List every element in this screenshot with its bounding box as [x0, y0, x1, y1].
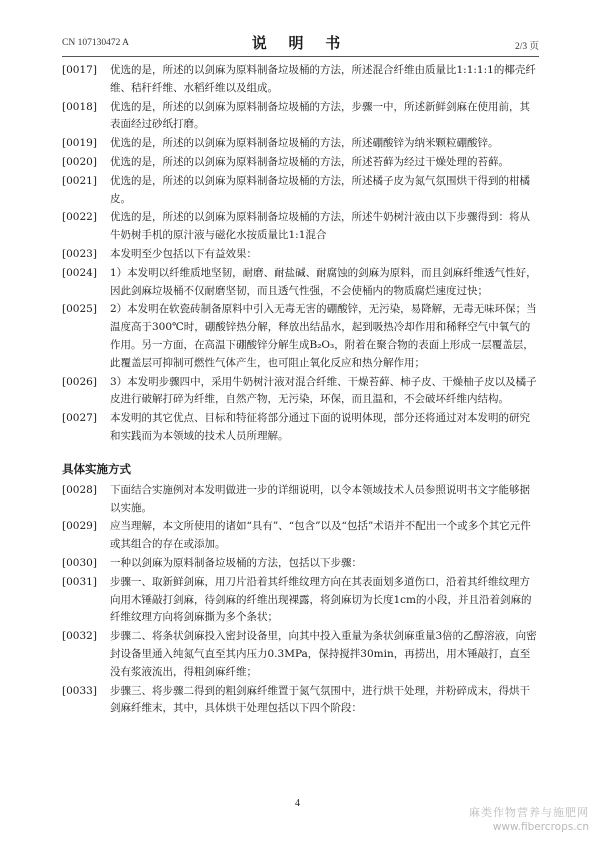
watermark-url: www.fibercrops.cn — [492, 821, 589, 833]
paragraph-text: 本发明至少包括以下有益效果： — [110, 247, 257, 260]
paragraph-list-embodiment — [62, 482, 537, 718]
document-title: 说 明 书 — [251, 36, 350, 52]
paragraph-number: [0017] — [62, 64, 97, 76]
paragraph-number: [0023] — [62, 247, 97, 260]
paragraph-text: 3）本发明步骤四中，采用牛奶树汁液对混合纤维、干燥苔藓、柿子皮、干燥柚子皮以及橘子皮进行破解打碎为纤维，自然产物，无污染，环保，而且温和，不会破坏纤维内结构。 — [110, 375, 537, 406]
paragraph — [62, 173, 537, 209]
paragraph-number: [0030] — [62, 556, 97, 569]
paragraph-text: 优选的是，所述的以剑麻为原料制备垃圾桶的方法，所述混合纤维由质量比1:1:1:1的椰壳纤维、秸秆纤维、水稻纤维以及组成。 — [110, 64, 536, 94]
paragraph — [62, 99, 537, 135]
paragraph — [62, 482, 537, 518]
site-watermark — [469, 806, 589, 834]
paragraph-number: [0026] — [62, 375, 97, 388]
paragraph-number: [0031] — [62, 575, 97, 588]
paragraph — [62, 301, 537, 372]
section-heading: 具体实施方式 — [62, 461, 131, 476]
paragraph — [62, 62, 537, 98]
paragraph-number: [0019] — [62, 137, 97, 150]
paragraph-number: [0022] — [62, 211, 97, 224]
paragraph — [62, 683, 537, 719]
paragraph-text: 步骤一、取新鲜剑麻，用刀片沿着其纤维纹理方向在其表面划多道伤口，沿着其纤维纹理方向用木锤敲打剑麻，待剑麻的纤维出现裸露，将剑麻切为长度1cm的小段，并且沿着剑麻的纤维纹理方向将剑麻撕为多个条状； — [110, 575, 532, 624]
paragraph-text: 步骤三、将步骤二得到的粗剑麻纤维置于氮气氛围中，进行烘干处理，并粉碎成末，得烘干剑麻纤维末，其中，具体烘干处理包括以下四个阶段： — [110, 684, 530, 715]
paragraph-number: [0024] — [62, 266, 97, 279]
paragraph — [62, 518, 537, 554]
paragraph-text: 应当理解，本文所使用的诸如“具有”、“包含”以及“包括”术语并不配出一个或多个其它元件或其组合的存在或添加。 — [110, 520, 531, 551]
paragraph-number: [0020] — [62, 155, 97, 168]
paragraph-text: 2）本发明在软瓷砖制备原料中引入无毒无害的硼酸锌，无污染，易降解，无毒无味环保；当温度高于300℃时，硼酸锌热分解，释放出结晶水，起到吸热冷却作用和稀释空气中氧气的作用。另一方面，在高温下硼酸锌分解生成B₂O₃，附着在聚合物的表面上形成一层覆盖层，此覆盖层可抑制可燃性气体产生，也可阻止氧化反应和热分解作用； — [110, 303, 537, 369]
paragraph-text: 本发明的其它优点、目标和特征将部分通过下面的说明体现，部分还将通过对本发明的研究和实践而为本领域的技术人员所理解。 — [110, 412, 530, 442]
paragraph — [62, 265, 537, 301]
paragraph — [62, 246, 537, 264]
paragraph-text: 一种以剑麻为原料制备垃圾桶的方法，包括以下步骤： — [110, 556, 362, 569]
page-number: 4 — [295, 798, 300, 809]
paragraph — [62, 374, 537, 410]
paragraph-number: [0025] — [62, 303, 97, 316]
paragraph-number: [0032] — [62, 630, 97, 643]
document-number: CN 107130472 A — [62, 38, 130, 48]
paragraph-number: [0029] — [62, 520, 97, 533]
paragraph-text: 优选的是，所述的以剑麻为原料制备垃圾桶的方法，所述硼酸锌为纳米颗粒硼酸锌。 — [110, 137, 499, 150]
paragraph — [62, 574, 537, 627]
paragraph — [62, 209, 537, 245]
paragraph-text: 步骤二、将条状剑麻投入密封设备里，向其中投入重量为条状剑麻重量3倍的乙醇溶液，向密封设备里通入纯氮气直至其内压力0.3MPa，保持搅拌30min，再捞出，用木锤敲打，直至没有浆液流出，得粗剑麻纤维； — [110, 630, 537, 678]
paragraph-list-summary — [62, 62, 537, 446]
paragraph-text: 优选的是，所述的以剑麻为原料制备垃圾桶的方法，步骤一中，所述新鲜剑麻在使用前，其表面经过砂纸打磨。 — [110, 100, 530, 131]
paragraph — [62, 555, 537, 573]
paragraph-text: 下面结合实施例对本发明做进一步的详细说明，以令本领域技术人员参照说明书文字能够据以实施。 — [110, 483, 530, 514]
paragraph — [62, 628, 537, 681]
paragraph-text: 优选的是，所述的以剑麻为原料制备垃圾桶的方法，所述牛奶树汁液由以下步骤得到：将从牛奶树手机的原汁液与磁化水按质量比1:1混合 — [110, 211, 530, 242]
document-body — [62, 62, 537, 719]
paragraph-text: 优选的是，所述的以剑麻为原料制备垃圾桶的方法，所述苔藓为经过干燥处理的苔藓。 — [110, 155, 509, 168]
page-header — [62, 30, 539, 54]
paragraph-text: 1）本发明以纤维质地坚韧，耐磨、耐盐碱、耐腐蚀的剑麻为原料，而且剑麻纤维透气性好，因此剑麻垃圾桶不仅耐磨坚韧，而且透气性强，不会使桶内的物质腐烂速度过快； — [110, 266, 537, 297]
paragraph-number: [0027] — [62, 412, 97, 425]
paragraph-text: 优选的是，所述的以剑麻为原料制备垃圾桶的方法，所述橘子皮为氮气氛围烘干得到的柑橘皮。 — [110, 174, 530, 205]
watermark-site-name: 麻类作物营养与施肥网 — [469, 806, 589, 819]
paragraph-number: [0018] — [62, 100, 97, 113]
paragraph-number: [0033] — [62, 684, 97, 697]
header-divider — [62, 56, 539, 57]
page-indicator: 2/3 页 — [514, 42, 539, 52]
paragraph — [62, 410, 537, 446]
paragraph-number: [0028] — [62, 483, 97, 496]
paragraph — [62, 135, 537, 153]
paragraph-number: [0021] — [62, 174, 97, 187]
paragraph — [62, 154, 537, 172]
